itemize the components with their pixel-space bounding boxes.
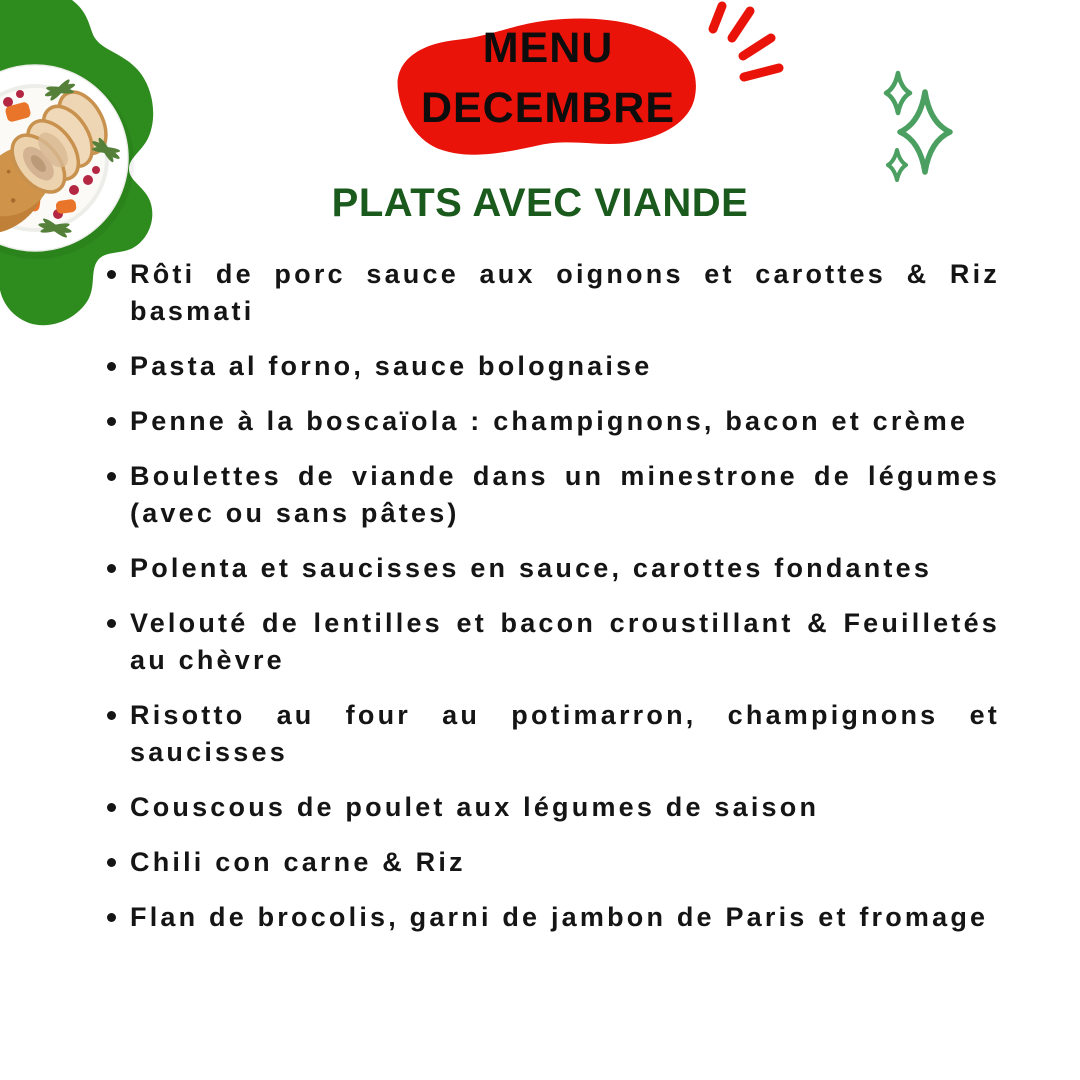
menu-badge (388, 12, 708, 167)
badge-title-line1: MENU (482, 23, 614, 72)
menu-item: Couscous de poulet aux légumes de saison (105, 789, 1000, 826)
badge-title-line2: DECEMBRE (420, 83, 676, 132)
menu-item: Boulettes de viande dans un minestrone de légumes (avec ou sans pâtes) (105, 458, 1000, 532)
menu-item: Rôti de porc sauce aux oignons et carottes & Riz basmati (105, 256, 1000, 330)
burst-lines-icon (698, 0, 798, 90)
menu-list (105, 256, 1000, 954)
menu-item: Pasta al forno, sauce bolognaise (105, 348, 1000, 385)
menu-item: Velouté de lentilles et bacon croustillant & Feuilletés au chèvre (105, 605, 1000, 679)
sparkles-icon (873, 70, 973, 182)
menu-item: Penne à la boscaïola : champignons, bacon et crème (105, 403, 1000, 440)
menu-item: Flan de brocolis, garni de jambon de Paris et fromage (105, 899, 1000, 936)
badge-title (388, 0, 708, 155)
menu-item: Risotto au four au potimarron, champignons et saucisses (105, 697, 1000, 771)
menu-item: Polenta et saucisses en sauce, carottes fondantes (105, 550, 1000, 587)
menu-item: Chili con carne & Riz (105, 844, 1000, 881)
section-title: PLATS AVEC VIANDE (331, 181, 749, 225)
